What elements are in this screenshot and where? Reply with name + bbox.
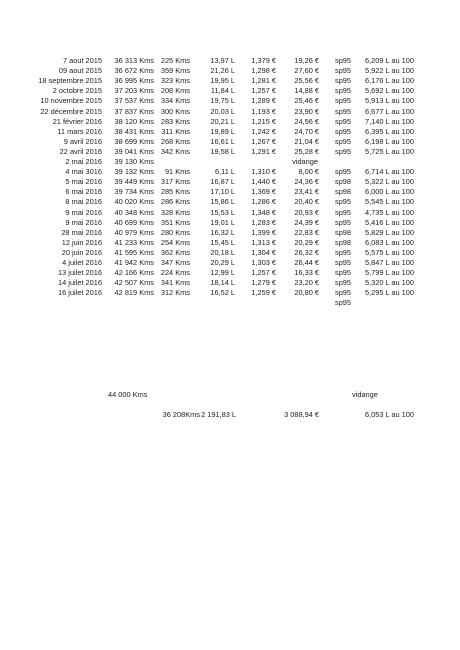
entry-date[interactable]: 10 novembre 2015	[40, 96, 102, 106]
fuel-type[interactable]: sp95	[335, 116, 352, 126]
price-per-litre[interactable]: 1,291 €	[251, 146, 276, 156]
table-row	[0, 258, 460, 268]
distance-driven[interactable]: 225 Kms	[160, 56, 190, 65]
litres-filled[interactable]: 11,84 L	[210, 86, 235, 96]
table-row	[0, 56, 460, 66]
price-per-litre[interactable]: 1,257 €	[251, 86, 276, 96]
price-per-litre[interactable]	[240, 298, 276, 308]
price-per-litre[interactable]: 1,215 €	[251, 116, 276, 126]
distance-driven[interactable]: 224 Kms	[160, 268, 190, 278]
price-per-litre[interactable]: 1,440 €	[251, 177, 276, 187]
table-row	[0, 127, 460, 137]
table-row	[0, 218, 460, 228]
litres-filled[interactable]: 6,11 L	[215, 167, 235, 177]
fill-cost[interactable]: 16,33 €	[294, 268, 319, 278]
odometer-km[interactable]: 36 672 Kms	[114, 66, 154, 76]
entry-date[interactable]: 22 avril 2016	[59, 146, 102, 156]
consumption[interactable]: 6,714 L au 100	[364, 167, 414, 177]
fuel-type[interactable]: sp95	[335, 197, 352, 207]
consumption[interactable]: 5,322 L au 100	[364, 177, 414, 187]
odometer-km[interactable]: 39 734 Kms	[114, 187, 154, 197]
entry-date[interactable]: 4 mai 3016	[65, 167, 102, 177]
entry-date[interactable]: 28 mai 2016	[61, 227, 102, 237]
fuel-type[interactable]: sp95	[335, 136, 352, 146]
odometer-km[interactable]: 40 979 Kms	[114, 227, 154, 237]
row-note[interactable]: vidange	[292, 157, 318, 166]
table-row	[0, 107, 460, 117]
consumption[interactable]: 5,575 L au 100	[364, 247, 414, 257]
fill-cost[interactable]	[282, 298, 319, 308]
entry-date[interactable]: 7 aout 2015	[62, 56, 102, 65]
next-service-km[interactable]: 44 000 Kms	[108, 390, 148, 399]
entry-date[interactable]: 22 décembre 2015	[40, 106, 102, 116]
litres-filled[interactable]	[200, 157, 235, 167]
price-per-litre[interactable]: 1,193 €	[251, 106, 276, 116]
fill-cost[interactable]: 8,00 €	[298, 167, 319, 177]
litres-filled[interactable]: 17,10 L	[210, 187, 235, 197]
fuel-type[interactable]: sp95	[335, 66, 352, 76]
price-per-litre[interactable]: 1,286 €	[251, 197, 276, 207]
fill-cost[interactable]: 24,56 €	[294, 116, 319, 126]
consumption[interactable]: 6,677 L au 100	[364, 106, 414, 116]
fuel-type[interactable]: sp95	[335, 86, 352, 96]
fuel-type[interactable]: sp95	[335, 106, 352, 116]
litres-filled[interactable]: 21,26 L	[210, 66, 235, 76]
litres-filled[interactable]: 19,58 L	[210, 146, 235, 156]
entry-date[interactable]: 18 septembre 2015	[38, 76, 102, 86]
entry-date[interactable]: 16 juilet 2016	[58, 288, 102, 298]
table-row	[0, 208, 460, 218]
litres-filled[interactable]: 12,99 L	[210, 268, 235, 278]
distance-driven[interactable]: 341 Kms	[160, 278, 190, 288]
consumption[interactable]: 5,416 L au 100	[364, 217, 414, 227]
total-litres[interactable]: 2 191,83 L	[201, 410, 236, 419]
odometer-km[interactable]: 37 837 Kms	[114, 106, 154, 116]
distance-driven[interactable]: 323 Kms	[160, 76, 190, 86]
fuel-type[interactable]: sp95	[335, 288, 352, 298]
odometer-km[interactable]	[108, 298, 154, 308]
table-row	[0, 157, 460, 167]
entry-date[interactable]: 09 aout 2015	[58, 66, 102, 76]
table-row	[0, 238, 460, 248]
price-per-litre[interactable]: 1,281 €	[251, 76, 276, 86]
table-row	[0, 167, 460, 177]
distance-driven[interactable]: 208 Kms	[160, 86, 190, 96]
table-row	[0, 117, 460, 127]
fill-cost[interactable]: 20,93 €	[294, 207, 319, 217]
table-row	[0, 147, 460, 157]
consumption[interactable]: 5,295 L au 100	[364, 288, 414, 298]
consumption[interactable]: 5,692 L au 100	[364, 86, 414, 96]
fill-cost[interactable]: 24,39 €	[294, 217, 319, 227]
consumption[interactable]: 4,735 L au 100	[364, 207, 414, 217]
distance-driven[interactable]: 342 Kms	[160, 146, 190, 156]
odometer-km[interactable]: 39 132 Kms	[114, 167, 154, 177]
table-row	[0, 298, 460, 308]
fuel-type[interactable]: sp95	[335, 247, 352, 257]
fill-cost[interactable]: 23,41 €	[294, 187, 319, 197]
table-row	[0, 96, 460, 106]
entry-date[interactable]: 9 mai 2016	[65, 217, 102, 227]
distance-driven[interactable]: 351 Kms	[160, 217, 190, 227]
litres-filled[interactable]: 13,97 L	[210, 56, 235, 65]
litres-filled[interactable]: 19,75 L	[210, 96, 235, 106]
total-cost[interactable]: 3 088,94 €	[284, 410, 319, 419]
price-per-litre[interactable]: 1,257 €	[251, 268, 276, 278]
litres-filled[interactable]: 19,01 L	[210, 217, 235, 227]
distance-driven[interactable]: 300 Kms	[160, 106, 190, 116]
distance-driven[interactable]: 359 Kms	[160, 66, 190, 76]
consumption[interactable]: 5,320 L au 100	[364, 278, 414, 288]
litres-filled[interactable]: 20,29 L	[210, 258, 235, 267]
table-row	[0, 177, 460, 187]
entry-date[interactable]: 20 juin 2016	[61, 247, 102, 257]
fuel-type[interactable]: sp98	[335, 227, 352, 237]
totals-row	[0, 410, 460, 420]
next-service-row	[0, 390, 460, 400]
table-row	[0, 248, 460, 258]
fill-cost[interactable]: 25,28 €	[294, 146, 319, 156]
table-row	[0, 268, 460, 278]
consumption[interactable]: 6,395 L au 100	[364, 126, 414, 136]
table-row	[0, 228, 460, 238]
odometer-km[interactable]: 42 166 Kms	[114, 268, 154, 278]
table-row	[0, 66, 460, 76]
odometer-km[interactable]: 42 819 Kms	[114, 288, 154, 298]
litres-filled[interactable]: 19,95 L	[210, 76, 235, 86]
price-per-litre[interactable]: 1,313 €	[251, 237, 276, 247]
price-per-litre[interactable]: 1,242 €	[251, 126, 276, 136]
price-per-litre[interactable]	[240, 157, 276, 167]
distance-driven[interactable]: 362 Kms	[160, 247, 190, 257]
table-row	[0, 86, 460, 96]
odometer-km[interactable]: 40 020 Kms	[114, 197, 154, 207]
distance-driven[interactable]: 328 Kms	[160, 207, 190, 217]
fuel-type[interactable]: sp95	[335, 258, 352, 267]
odometer-km[interactable]: 39 449 Kms	[114, 177, 154, 187]
price-per-litre[interactable]: 1,379 €	[251, 56, 276, 65]
litres-filled[interactable]	[200, 298, 235, 308]
price-per-litre[interactable]: 1,304 €	[251, 247, 276, 257]
fill-cost[interactable]: 22,83 €	[294, 227, 319, 237]
entry-date[interactable]: 5 mai 2016	[65, 177, 102, 187]
distance-driven[interactable]: 317 Kms	[160, 177, 190, 187]
entry-date[interactable]: 2 mai 2016	[65, 157, 102, 166]
fill-cost[interactable]: 24,36 €	[294, 177, 319, 187]
fuel-type[interactable]: sp98	[335, 187, 352, 197]
distance-driven[interactable]: 280 Kms	[160, 227, 190, 237]
fuel-type[interactable]: sp95	[335, 298, 352, 308]
price-per-litre[interactable]: 1,267 €	[251, 136, 276, 146]
fill-cost[interactable]: 20,29 €	[294, 237, 319, 247]
odometer-km[interactable]: 37 203 Kms	[114, 86, 154, 96]
price-per-litre[interactable]: 1,303 €	[251, 258, 276, 267]
fill-cost[interactable]: 26,44 €	[294, 258, 319, 267]
consumption[interactable]: 6,083 L au 100	[364, 237, 414, 247]
litres-filled[interactable]: 15,53 L	[210, 207, 235, 217]
fuel-type[interactable]: sp98	[335, 177, 352, 187]
distance-driven[interactable]: 334 Kms	[160, 96, 190, 106]
table-row	[0, 76, 460, 86]
odometer-km[interactable]: 36 313 Kms	[114, 56, 154, 65]
odometer-km[interactable]: 38 699 Kms	[114, 136, 154, 146]
odometer-km[interactable]: 42 507 Kms	[114, 278, 154, 288]
total-km[interactable]: 36 208Kms	[162, 410, 200, 419]
price-per-litre[interactable]: 1,369 €	[251, 187, 276, 197]
consumption[interactable]: 7,140 L au 100	[364, 116, 414, 126]
distance-driven[interactable]: 285 Kms	[160, 187, 190, 197]
fill-cost[interactable]: 27,60 €	[294, 66, 319, 76]
consumption[interactable]	[362, 298, 414, 308]
consumption[interactable]: 5,829 L au 100	[364, 227, 414, 237]
fuel-type[interactable]: sp98	[335, 237, 352, 247]
consumption[interactable]: 6,198 L au 100	[364, 136, 414, 146]
fill-cost[interactable]: 14,88 €	[294, 86, 319, 96]
distance-driven[interactable]: 268 Kms	[160, 136, 190, 146]
entry-date[interactable]: 9 avril 2016	[63, 136, 102, 146]
consumption[interactable]: 5,847 L au 100	[364, 258, 414, 267]
entry-date[interactable]: 9 mai 2016	[65, 207, 102, 217]
distance-driven[interactable]: 254 Kms	[160, 237, 190, 247]
odometer-km[interactable]: 38 120 Kms	[114, 116, 154, 126]
distance-driven[interactable]: 91 Kms	[164, 167, 190, 177]
litres-filled[interactable]: 16,32 L	[210, 227, 235, 237]
price-per-litre[interactable]: 1,259 €	[251, 288, 276, 298]
consumption[interactable]	[362, 157, 414, 167]
distance-driven[interactable]: 283 Kms	[160, 116, 190, 126]
entry-date[interactable]	[20, 298, 102, 308]
distance-driven[interactable]	[160, 157, 190, 167]
odometer-km[interactable]: 41 595 Kms	[114, 247, 154, 257]
table-row	[0, 288, 460, 298]
average-consumption[interactable]: 6,053 L au 100	[364, 410, 414, 419]
consumption[interactable]: 5,913 L au 100	[364, 96, 414, 106]
fill-cost[interactable]: 23,20 €	[294, 278, 319, 288]
litres-filled[interactable]: 15,86 L	[210, 197, 235, 207]
table-row	[0, 137, 460, 147]
entry-date[interactable]: 13 juilet 2016	[58, 268, 102, 278]
price-per-litre[interactable]: 1,310 €	[251, 167, 276, 177]
price-per-litre[interactable]: 1,348 €	[251, 207, 276, 217]
odometer-km[interactable]: 38 431 Kms	[114, 126, 154, 136]
fuel-type[interactable]: sp95	[335, 146, 352, 156]
litres-filled[interactable]: 16,61 L	[210, 136, 235, 146]
consumption[interactable]: 5,725 L au 100	[364, 146, 414, 156]
price-per-litre[interactable]: 1,399 €	[251, 227, 276, 237]
consumption[interactable]: 5,799 L au 100	[364, 268, 414, 278]
litres-filled[interactable]: 20,21 L	[210, 116, 235, 126]
fill-cost[interactable]: 25,56 €	[294, 76, 319, 86]
entry-date[interactable]: 21 février 2016	[52, 116, 102, 126]
entry-date[interactable]: 12 juin 2016	[61, 237, 102, 247]
consumption[interactable]: 6,209 L au 100	[364, 56, 414, 65]
fill-cost[interactable]: 20,80 €	[294, 288, 319, 298]
fuel-type[interactable]: sp95	[335, 76, 352, 86]
fill-cost[interactable]: 20,40 €	[294, 197, 319, 207]
fill-cost[interactable]: 25,46 €	[294, 96, 319, 106]
odometer-km[interactable]: 41 942 Kms	[114, 258, 154, 267]
table-row	[0, 278, 460, 288]
litres-filled[interactable]: 15,45 L	[210, 237, 235, 247]
consumption[interactable]: 5,922 L au 100	[364, 66, 414, 76]
litres-filled[interactable]: 18,14 L	[210, 278, 235, 288]
entry-date[interactable]: 6 mai 2016	[65, 187, 102, 197]
entry-date[interactable]: 11 mars 2016	[57, 126, 102, 136]
consumption[interactable]: 6,000 L au 100	[364, 187, 414, 197]
litres-filled[interactable]: 19,89 L	[210, 126, 235, 136]
entry-date[interactable]: 14 juilet 2016	[58, 278, 102, 288]
entry-date[interactable]: 4 juilet 2016	[62, 258, 102, 267]
odometer-km[interactable]: 36 995 Kms	[114, 76, 154, 86]
entry-date[interactable]: 2 octobre 2015	[52, 86, 102, 96]
fuel-type[interactable]: sp95	[335, 56, 352, 65]
odometer-km[interactable]: 40 699 Kms	[114, 217, 154, 227]
fuel-type[interactable]: sp95	[335, 268, 352, 278]
fuel-type[interactable]: sp95	[335, 96, 352, 106]
fuel-type[interactable]: sp95	[335, 167, 352, 177]
fill-cost[interactable]: 23,90 €	[294, 106, 319, 116]
table-row	[0, 197, 460, 207]
fill-cost[interactable]: 24,70 €	[294, 126, 319, 136]
odometer-km[interactable]: 39 130 Kms	[114, 157, 154, 166]
litres-filled[interactable]: 16,52 L	[210, 288, 235, 298]
consumption[interactable]: 5,545 L au 100	[364, 197, 414, 207]
fuel-type[interactable]	[335, 157, 360, 167]
litres-filled[interactable]: 20,03 L	[210, 106, 235, 116]
odometer-km[interactable]: 37 537 Kms	[114, 96, 154, 106]
price-per-litre[interactable]: 1,283 €	[251, 217, 276, 227]
price-per-litre[interactable]: 1,298 €	[251, 66, 276, 76]
price-per-litre[interactable]: 1,279 €	[251, 278, 276, 288]
fuel-type[interactable]: sp95	[335, 278, 352, 288]
fill-cost[interactable]: 26,32 €	[294, 247, 319, 257]
fuel-type[interactable]: sp95	[335, 126, 352, 136]
fuel-type[interactable]: sp95	[335, 217, 352, 227]
litres-filled[interactable]: 20,18 L	[210, 247, 235, 257]
table-row	[0, 187, 460, 197]
entry-date[interactable]: 8 mai 2016	[65, 197, 102, 207]
litres-filled[interactable]: 16,87 L	[210, 177, 235, 187]
distance-driven[interactable]	[160, 298, 190, 308]
odometer-km[interactable]: 39 041 Kms	[114, 146, 154, 156]
fill-cost[interactable]: 19,26 €	[294, 56, 319, 65]
odometer-km[interactable]: 40 348 Kms	[114, 207, 154, 217]
distance-driven[interactable]: 286 Kms	[160, 197, 190, 207]
fill-cost[interactable]: 21,04 €	[294, 136, 319, 146]
distance-driven[interactable]: 347 Kms	[160, 258, 190, 267]
next-service-note[interactable]: vidange	[352, 390, 378, 399]
fuel-type[interactable]: sp95	[335, 207, 352, 217]
consumption[interactable]: 6,176 L au 100	[364, 76, 414, 86]
odometer-km[interactable]: 41 233 Kms	[114, 237, 154, 247]
distance-driven[interactable]: 312 Kms	[160, 288, 190, 298]
distance-driven[interactable]: 311 Kms	[161, 126, 190, 136]
price-per-litre[interactable]: 1,289 €	[251, 96, 276, 106]
